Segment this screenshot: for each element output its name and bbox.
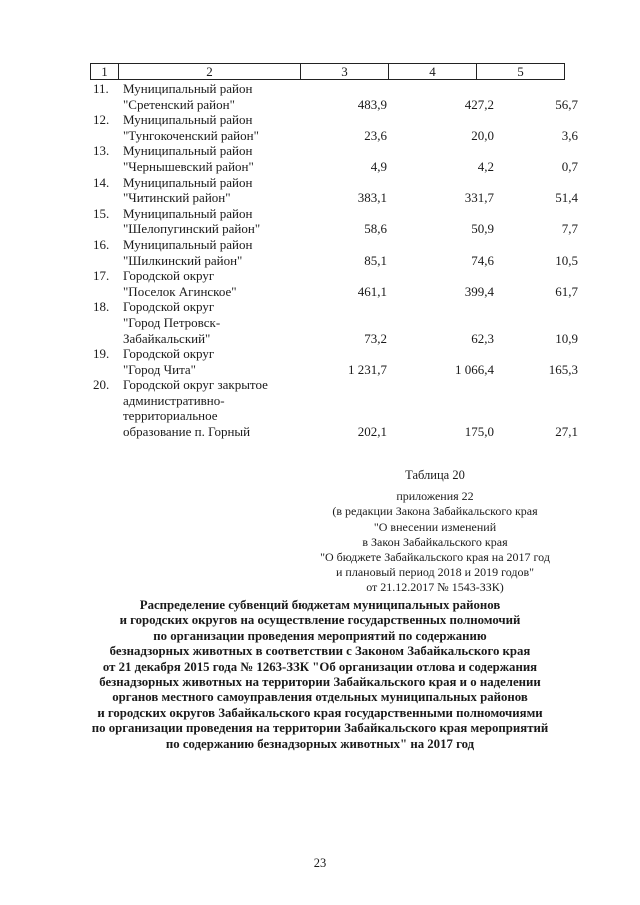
- row-value-col3: 1 231,7: [348, 361, 387, 377]
- title-line: по организации проведения мероприятий по содержанию: [153, 628, 487, 643]
- caption-line: от 21.12.2017 № 1543-ЗЗК): [366, 580, 504, 595]
- row-name-line: Городской округ закрытое: [123, 377, 268, 393]
- document-title: [60, 598, 580, 752]
- title-line: Распределение субвенций бюджетам муниципальных районов: [139, 598, 501, 612]
- row-value-col3: 23,6: [364, 127, 387, 143]
- title-line: безнадзорных животных в соответствии с Законом Забайкальского края: [109, 644, 531, 659]
- row-number: 15.: [93, 205, 110, 221]
- row-value-col4: 74,6: [471, 252, 494, 268]
- row-value-col4: 20,0: [471, 127, 494, 143]
- row-value-col5: 3,6: [561, 127, 578, 143]
- title-line: по организации проведения на территории Забайкальского края мероприятий: [91, 721, 549, 736]
- row-name-line: "Город Петровск-: [123, 314, 221, 330]
- row-name-line: административно-: [123, 392, 225, 408]
- row-value-col5: 56,7: [555, 96, 578, 112]
- row-name: [123, 112, 313, 143]
- table-header-row: [90, 63, 565, 80]
- row-value-col3: 202,1: [357, 424, 387, 440]
- row-name-line: Муниципальный район: [123, 174, 253, 190]
- row-name-line: Городской округ: [123, 299, 215, 315]
- table-row: [0, 268, 640, 299]
- row-value-col4: 1 066,4: [455, 361, 494, 377]
- row-name-line: "Читинский район": [123, 190, 231, 206]
- row-name: [123, 268, 313, 299]
- row-name: [123, 81, 313, 112]
- row-number: 13.: [93, 143, 110, 159]
- row-value-col4: 399,4: [464, 283, 494, 299]
- row-name: [123, 237, 313, 268]
- caption-line: "О бюджете Забайкальского края на 2017 год: [320, 550, 550, 565]
- row-name: [123, 206, 313, 237]
- row-value-col4: 4,2: [477, 158, 494, 174]
- table-row: [0, 206, 640, 237]
- row-name-line: Муниципальный район: [123, 143, 253, 159]
- row-name-line: "Поселок Агинское": [123, 283, 237, 299]
- row-name-line: Забайкальский": [123, 330, 211, 346]
- row-name-line: Муниципальный район: [123, 81, 253, 96]
- row-number: 17.: [93, 268, 110, 284]
- row-value-col4: 331,7: [464, 190, 494, 206]
- row-value-col5: 10,5: [555, 252, 578, 268]
- row-value-col5: 10,9: [555, 330, 578, 346]
- row-name-line: Городской округ: [123, 268, 215, 284]
- page-number: 23: [313, 856, 327, 870]
- row-value-col3: 73,2: [364, 330, 387, 346]
- row-name-line: "Тунгокоченский район": [123, 127, 259, 143]
- row-value-col5: 165,3: [548, 361, 578, 377]
- row-value-col4: 62,3: [471, 330, 494, 346]
- row-value-col3: 4,9: [370, 158, 387, 174]
- row-value-col5: 61,7: [555, 283, 578, 299]
- table-row: [0, 143, 640, 174]
- header-col-3: 3: [301, 64, 389, 79]
- header-col-5: 5: [517, 64, 524, 79]
- table-caption: [280, 468, 590, 596]
- row-name: [123, 175, 313, 206]
- row-name: [123, 143, 313, 174]
- table-row: [0, 237, 640, 268]
- title-line: органов местного самоуправления отдельных муниципальных районов: [112, 690, 528, 705]
- table-row: [0, 175, 640, 206]
- title-line: и городских округов Забайкальского края государственными полномочиями: [97, 705, 543, 720]
- row-number: 19.: [93, 346, 110, 362]
- row-value-col5: 7,7: [561, 221, 578, 237]
- row-value-col5: 0,7: [561, 158, 578, 174]
- row-name-line: Муниципальный район: [123, 112, 253, 128]
- row-value-col3: 483,9: [357, 96, 387, 112]
- row-name: [123, 346, 313, 377]
- row-value-col3: 58,6: [364, 221, 387, 237]
- row-number: 12.: [93, 112, 110, 128]
- row-name-line: "Город Чита": [123, 361, 196, 377]
- title-line: и городских округов на осуществление государственных полномочий: [119, 613, 521, 628]
- row-number: 20.: [93, 377, 110, 393]
- row-number: 16.: [93, 236, 110, 252]
- table-body: [0, 81, 640, 440]
- row-value-col3: 461,1: [357, 283, 387, 299]
- row-name-line: "Сретенский район": [123, 96, 235, 112]
- header-col-1: 1: [91, 64, 119, 79]
- table-row: [0, 377, 640, 439]
- row-value-col4: 175,0: [464, 424, 494, 440]
- table-row: [0, 81, 640, 112]
- row-name-line: "Шелопугинский район": [123, 221, 261, 237]
- caption-line: и плановый период 2018 и 2019 годов": [335, 565, 535, 580]
- row-name-line: "Шилкинский район": [123, 252, 243, 268]
- row-number: 18.: [93, 299, 110, 315]
- row-name-line: территориальное: [123, 408, 218, 424]
- row-number: 14.: [93, 174, 110, 190]
- header-col-4: 4: [389, 64, 477, 79]
- row-number: 11.: [93, 81, 109, 96]
- header-col-2: 2: [119, 64, 301, 79]
- title-line: безнадзорных животных на территории Забайкальского края и о наделении: [99, 675, 541, 690]
- row-value-col4: 427,2: [464, 96, 494, 112]
- caption-line: в Закон Забайкальского края: [362, 534, 508, 549]
- row-name-line: Городской округ: [123, 346, 215, 362]
- row-value-col3: 85,1: [364, 252, 387, 268]
- row-value-col4: 50,9: [471, 221, 494, 237]
- table-label: Таблица 20: [405, 468, 465, 482]
- row-name: [123, 299, 313, 346]
- row-name-line: Муниципальный район: [123, 236, 253, 252]
- table-row: [0, 346, 640, 377]
- row-value-col5: 51,4: [555, 190, 578, 206]
- caption-line: приложения 22: [396, 489, 474, 504]
- table-row: [0, 112, 640, 143]
- caption-line: (в редакции Закона Забайкальского края: [332, 504, 538, 519]
- row-name: [123, 377, 313, 439]
- row-name-line: образование п. Горный: [123, 424, 251, 440]
- title-line: от 21 декабря 2015 года № 1263-ЗЗК "Об организации отлова и содержания: [102, 659, 538, 674]
- row-value-col3: 383,1: [357, 190, 387, 206]
- row-value-col5: 27,1: [555, 424, 578, 440]
- caption-line: "О внесении изменений: [373, 519, 497, 534]
- table-row: [0, 299, 640, 346]
- row-name-line: "Чернышевский район": [123, 158, 254, 174]
- row-name-line: Муниципальный район: [123, 205, 253, 221]
- title-line: по содержанию безнадзорных животных" на 2017 год: [165, 736, 475, 751]
